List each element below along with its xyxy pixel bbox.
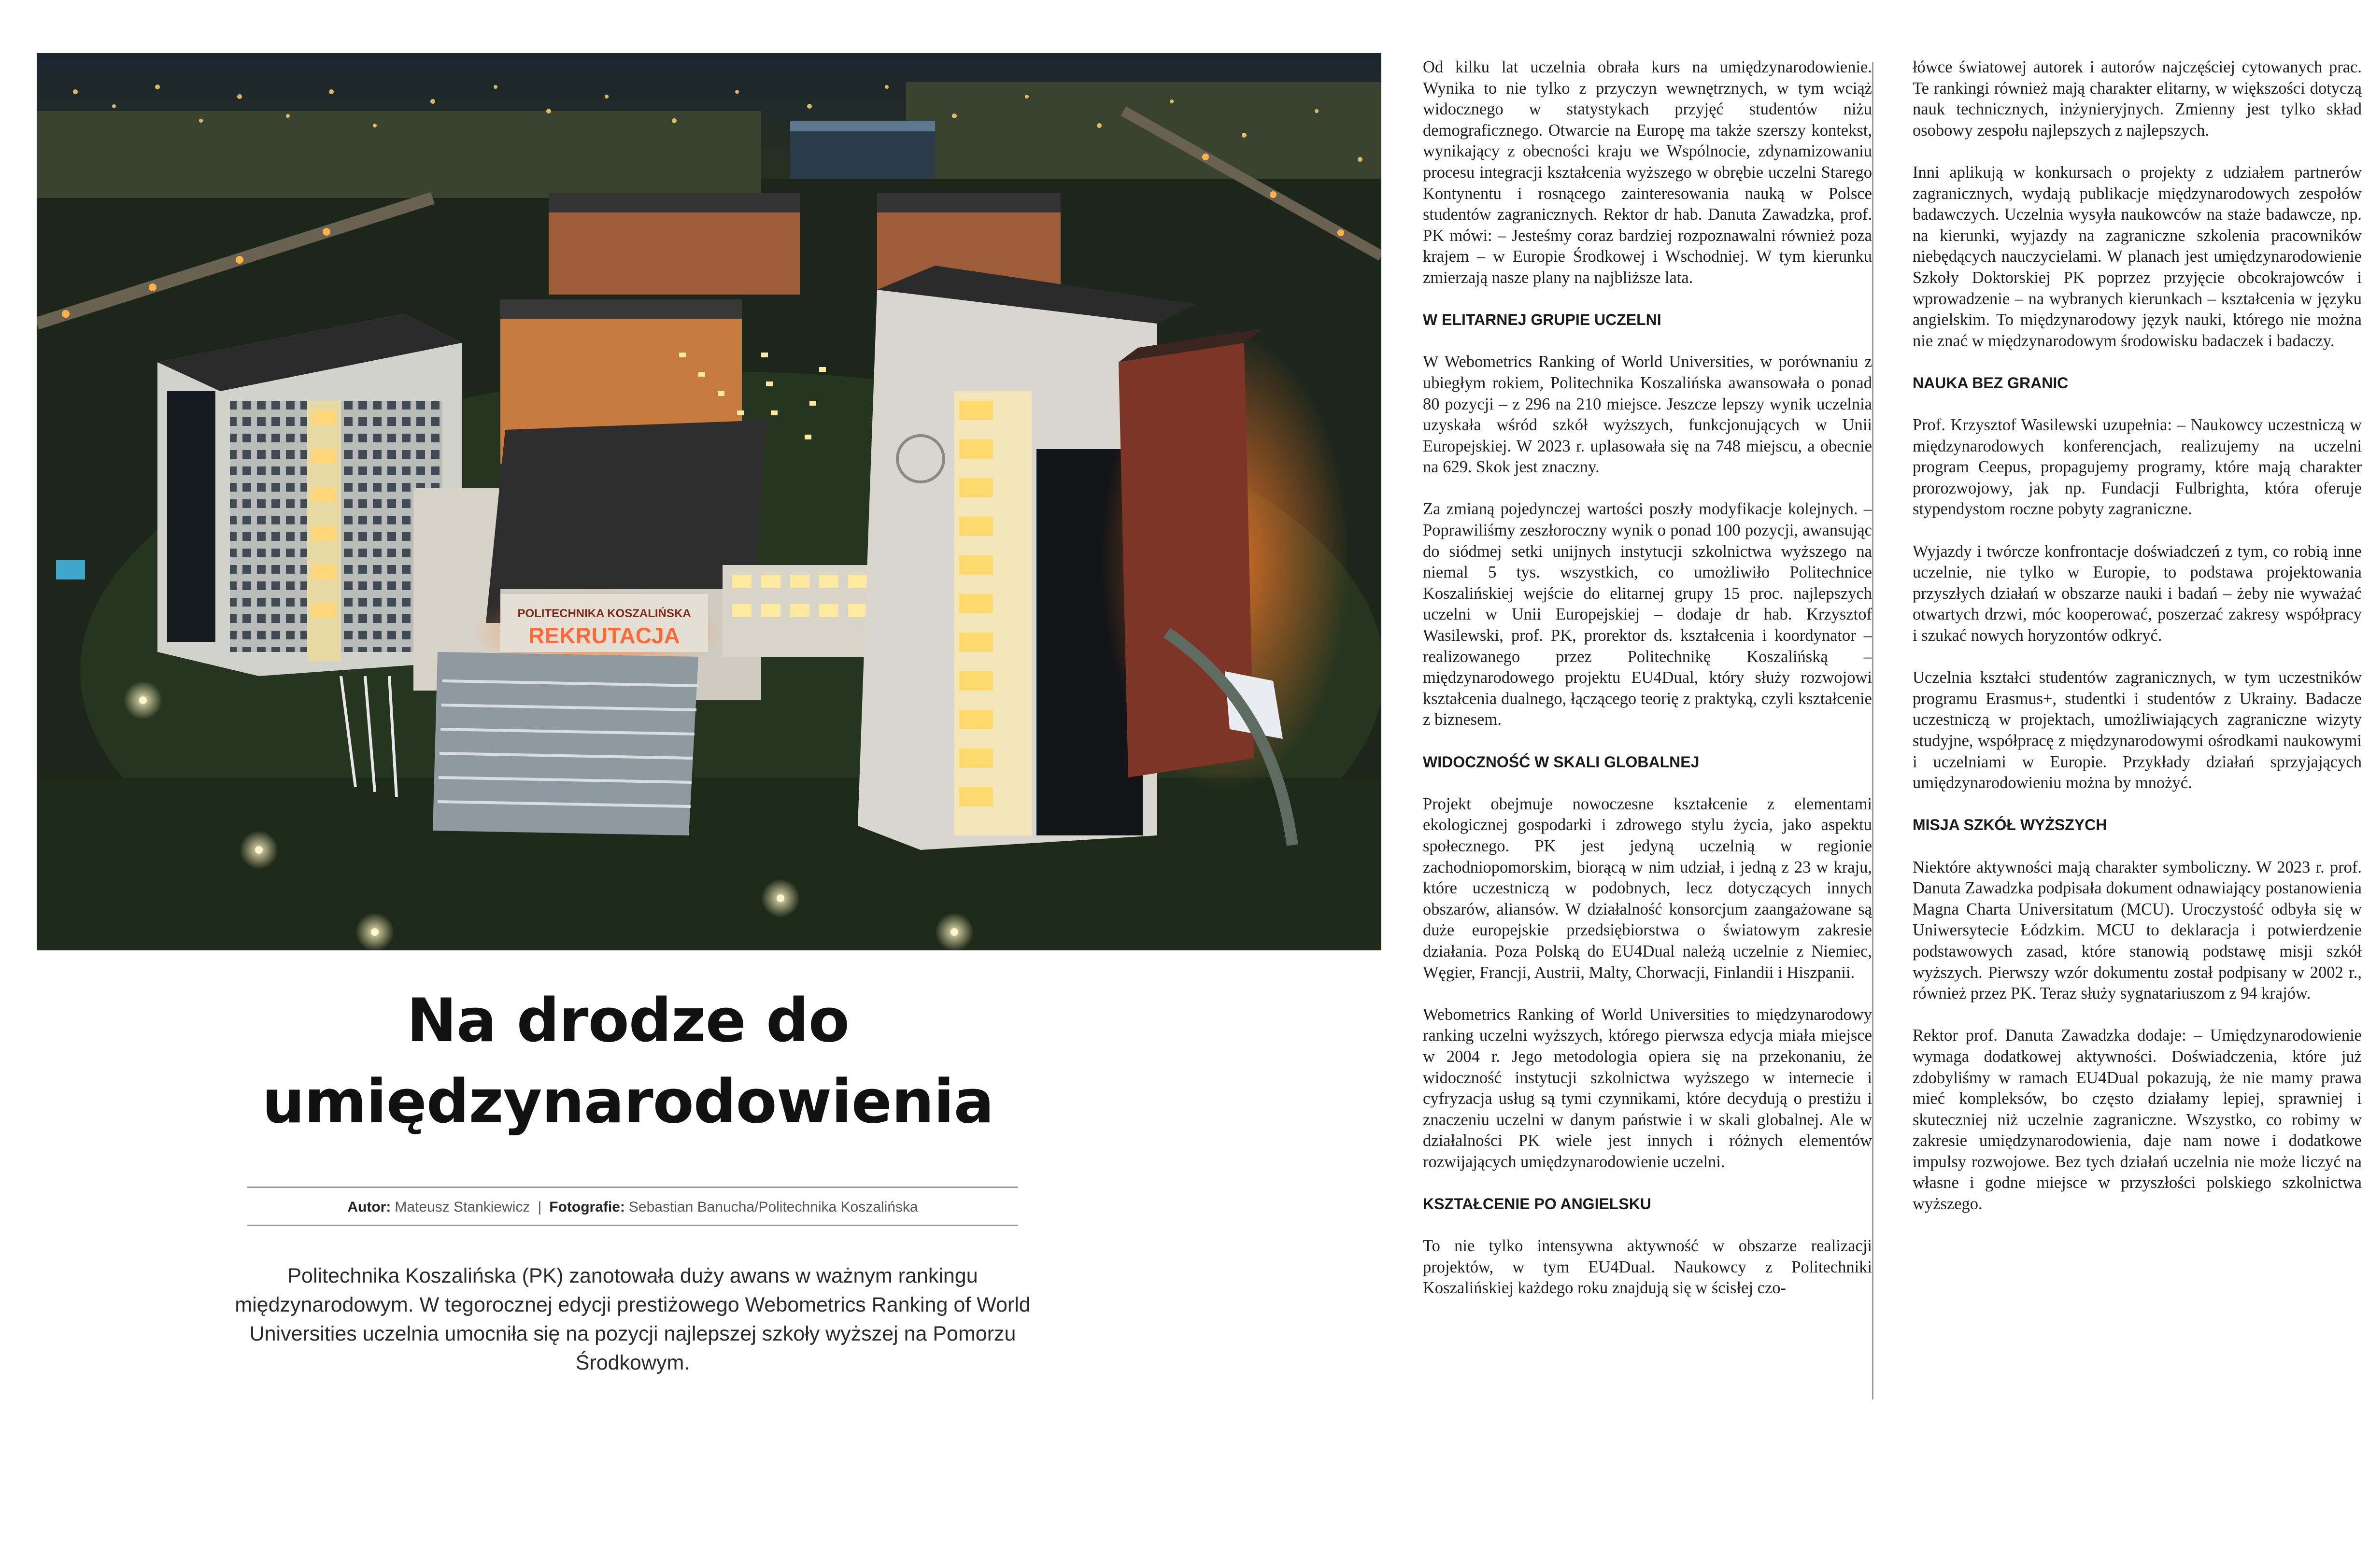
section-heading: MISJA SZKÓŁ WYŻSZYCH — [1913, 816, 2107, 834]
photo-sign-line2: REKRUTACJA — [528, 623, 680, 648]
article-credits — [247, 1194, 1018, 1221]
body-paragraph: Uczelnia kształci studentów zagranicznych, w tym uczestników programu Erasmus+, studentki i studentów z Ukrainy. Badacze uczestniczą w projektach, umożliwiających zagraniczne wizyty studyjne, współpracę z międzynarodowymi ośrodkami naukowymi i uczelniami w Europie. Przykłady działań sprzyjających umiędzynarodowieniu można by mnożyć. — [1913, 668, 2362, 792]
author-name: Mateusz Stankiewicz — [395, 1199, 530, 1215]
photo-illustration — [37, 53, 1381, 950]
credits-separator: | — [538, 1199, 542, 1215]
author-label: Autor: — [347, 1199, 391, 1215]
article-lead: Politechnika Koszalińska (PK) zanotowała duży awans w ważnym rankingu międzynarodowym. W tegorocznej edycji prestiżowego Webometrics Ranking of World Universities uczelnia umocniła się na pozycji najlepszej szkoły wyższej na Pomorzu Środkowym. — [235, 1264, 1031, 1374]
article-title — [174, 980, 1082, 1143]
photo-credit-label: Fotografie: — [549, 1199, 625, 1215]
section-heading: WIDOCZNOŚĆ W SKALI GLOBALNEJ — [1423, 753, 1700, 771]
credits-rule-bottom — [247, 1225, 1018, 1226]
column-divider — [1872, 62, 1873, 1399]
body-paragraph: Projekt obejmuje nowoczesne kształcenie z elementami ekologicznej gospodarki i zdrowego stylu życia, jako aspektu społecznego. PK jest jedyną uczelnią w regionie zachodniopomorskim, biorącą w nim udział, i jedną z 23 w kraju, które uczestniczą w podobnych, lecz dotyczących innych obszarów, aliansów. W działalność konsorcjum zaangażowane są duże europejskie przedsiębiorstwa o światowym zakresie działania. Poza Polską do EU4Dual należą uczelnie z Niemiec, Węgier, Francji, Austrii, Malty, Chorwacji, Finlandii i Hiszpanii. — [1423, 794, 1872, 982]
section-heading: KSZTAŁCENIE PO ANGIELSKU — [1423, 1195, 1651, 1213]
credits-rule-top — [247, 1187, 1018, 1188]
article-column-1 — [1423, 57, 1872, 1320]
photo-sign-line1: POLITECHNIKA KOSZALIŃSKA — [517, 607, 691, 620]
article-title-line1: Na drodze do — [407, 986, 849, 1056]
section-heading: W ELITARNEJ GRUPIE UCZELNI — [1423, 311, 1661, 329]
body-paragraph: Za zmianą pojedynczej wartości poszły modyfikacje kolejnych. – Poprawiliśmy zeszłoroczny wynik o ponad 100 pozycji, awansując do siódmej setki unijnych instytucji szkolnictwa wyższego na niemal 5 tys. wszystkich, co umożliwiło Politechnice Koszalińskiej wejście do elitarnej grupy 15 proc. najlepszych uczelni w Unii Europejskiej – dodaje dr hab. Krzysztof Wasilewski, prof. PK, prorektor ds. kształcenia i koordynator – realizowanego przez Politechnikę Koszalińską – międzynarodowego projektu EU4Dual, który służy rozwojowi kształcenia dualnego, łączącego teorię z praktyką, czyli kształcenie z biznesem. — [1423, 500, 1872, 729]
body-paragraph: Wyjazdy i twórcze konfrontacje doświadczeń z tym, co robią inne uczelnie, nie tylko w Europie, to podstawa projektowania przyszłych działań w obszarze nauki i badań – żeby nie wyważać otwartych drzwi, móc kooperować, poszerzać zakresy współpracy i szukać nowych horyzontów odkryć. — [1913, 542, 2362, 645]
photographer-name: Sebastian Banucha/Politechnika Koszalińska — [628, 1199, 918, 1215]
body-paragraph: Prof. Krzysztof Wasilewski uzupełnia: – Naukowcy uczestniczą w międzynarodowych konferencjach, realizujemy na uczelni program Ceepus, propagujemy programy, które mają charakter prorozwojowy, jak np. Fundacji Fulbrighta, która oferuje stypendystom roczne pobyty zagraniczne. — [1913, 416, 2362, 519]
article-column-2 — [1913, 57, 2362, 1236]
body-paragraph: Inni aplikują w konkursach o projekty z udziałem partnerów zagranicznych, wydają publikacje międzynarodowych zespołów badawczych. Uczelnia wysyła naukowców na staże badawcze, np. na kierunki, wyjazdy na zagraniczne szkolenia pracowników niebędących nauczycielami. W planach jest umiędzynarodowienie Szkoły Doktorskiej PK poprzez przyjęcie obcokrajowców i wprowadzenie – na wybranych kierunkach – kształcenia w języku angielskim. To międzynarodowy język nauki, którego nie można nie znać w międzynarodowym środowisku badaczek i badaczy. — [1913, 163, 2362, 350]
body-paragraph: Rektor prof. Danuta Zawadzka dodaje: – Umiędzynarodowienie wymaga dodatkowej aktywności. Doświadczenia, które już zdobyliśmy w ramach EU4Dual pokazują, że nie mamy prawa mieć kompleksów, bo często działamy lepiej, sprawniej i skuteczniej niż uczelnie zagraniczne. Wszystko, co robimy w zakresie umiędzynarodowienia, daje nam nowe i dodatkowe impulsy rozwojowe. Bez tych działań uczelnia nie może liczyć na własne i godne miejsce w przyszłości polskiego szkolnictwa wyższego. — [1913, 1026, 2362, 1214]
body-paragraph: Niektóre aktywności mają charakter symboliczny. W 2023 r. prof. Danuta Zawadzka podpisała dokument odnawiający postanowienia Magna Charta Universitatum (MCU). Uroczystość odbyła się w Uniwersytecie Łódzkim. MCU to deklaracja i potwierdzenie podstawowych zasad, które stanowią podstawę misji szkół wyższych. Pierwszy wzór dokumentu został podpisany w 2002 r., również przez PK. Teraz służy sygnatariuszom z 94 krajów. — [1913, 858, 2362, 1003]
body-paragraph: Webometrics Ranking of World Universities to międzynarodowy ranking uczelni wyższych, którego pierwsza edycja miała miejsce w 2004 r. Jego metodologia opiera się na przekonaniu, że widoczność instytucji szkolnictwa wyższego w internecie i cyfryzacja usług są tymi czynnikami, które decydują o prestiżu i znaczeniu uczelni w danym państwie i w skali globalnej. Ale w działalności PK wiele jest innych i różnych elementów rozwijających umiędzynarodowienie uczelni. — [1423, 1005, 1872, 1171]
section-heading: NAUKA BEZ GRANIC — [1913, 374, 2069, 392]
campus-night-aerial-photo — [37, 53, 1381, 950]
article-title-line2: umiędzynarodowienia — [262, 1067, 994, 1137]
body-paragraph: Od kilku lat uczelnia obrała kurs na umiędzynarodowienie. Wynika to nie tylko z przyczyn wewnętrznych, w tym wciąż widocznego w statystykach przyjęć studentów niżu demograficznego. Otwarcie na Europę ma także szerszy kontekst, wynikający z obecności kraju we Wspólnocie, zdynamizowaniu procesu integracji kształcenia wyższego w obrębie uczelni Starego Kontynentu i rosnącego zainteresowania nauką w Polsce studentów zagranicznych. Rektor dr hab. Danuta Zawadzka, prof. PK mówi: – Jesteśmy coraz bardziej rozpoznawalni również poza krajem – w Europie Środkowej i Wschodniej. W tym kierunku zmierzają nasze plany na najbliższe lata. — [1423, 58, 1872, 287]
body-paragraph: To nie tylko intensywna aktywność w obszarze realizacji projektów, w tym EU4Dual. Naukowcy z Politechniki Koszalińskiej każdego roku znajdują się w ścisłej czo- — [1423, 1237, 1872, 1298]
body-paragraph: W Webometrics Ranking of World Universities, w porównaniu z ubiegłym rokiem, Politechnika Koszalińska awansowała o ponad 80 pozycji – z 296 na 210 miejsce. Jeszcze lepszy wynik uczelnia uzyskała wśród szkół wyższych, funkcjonujących w Unii Europejskiej. W 2023 r. uplasowała się na 748 miejscu, a obecnie na 629. Skok jest znaczny. — [1423, 353, 1872, 477]
body-paragraph: łówce światowej autorek i autorów najczęściej cytowanych prac. Te rankingi również mają charakter elitarny, w większości dotyczą nauk technicznych, inżynieryjnych. Zmienny jest tylko skład osobowy zespołu najlepszych z najlepszych. — [1913, 58, 2362, 140]
